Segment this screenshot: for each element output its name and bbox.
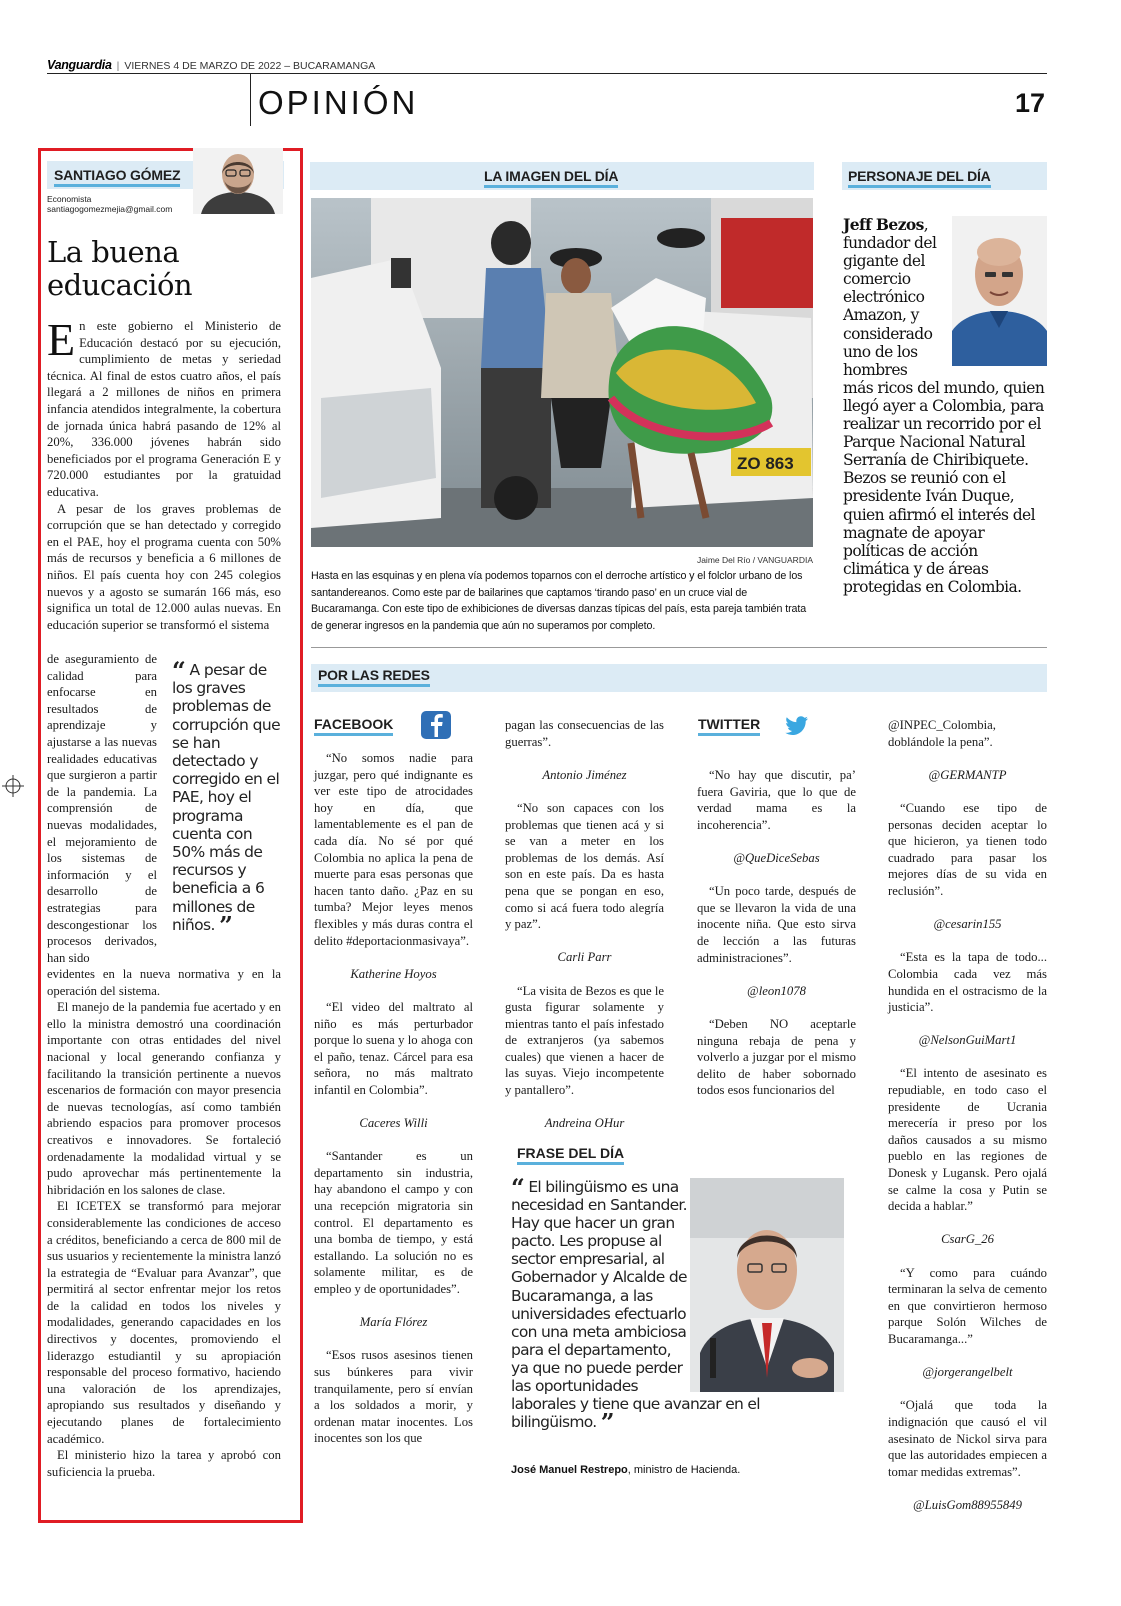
comment-text: “Un poco tarde, después de que se llevaron la vida de una inocente niña. Que esto sirva de lección a las futuras administraciones”. [697,884,856,965]
comment-text: “No hay que discutir, pa’ fuera Gaviria, que lo que de verdad mama es la incoherencia”. [697,768,856,832]
article-body-bottom: evidentes en la nueva normativa y en la operación del sistema. El manejo de la pandemia fue acertado y en ello la ministra demostró una coordinación importante con otras entidades del nivel nacional y local generando confianza y facilitando la transición pertinente a nuevos escenarios de formación con mayor presencia de nuevas tecnologías, así como también abriendo espacios para promover procesos creativos e innovadores. Se fortaleció ordenadamente la modalidad virtual y se pudo aprovechar más pertinentemente la hibridación en los salones de clase. El ICETEX se transformó para mejorar considerablemente las condiciones de acceso a créditos, beneficiando a cerca de 800 mil de sus usuarios y recientemente la ministra lanzó la estrategia de “Evaluar para Avanzar”, que permitirá al sector enfrentar mejor los retos de la calidad en todos los niveles y modalidades, generando capacidades en los directivos y docentes, promoviendo el liderazgo estudiantil y su apropiación responsable del proceso formativo, haciendo una valoración de los aprendizajes, apropiando sus resultados y diseñando y ejecutando planes de fortalecimiento académico. El ministerio hizo la tarea y aprobó con suficiencia la prueba. [47,967,281,1479]
section-divider [250,74,251,126]
article-body-top: En este gobierno el Ministerio de Educación destacó por su ejecución, cumplimiento de metas y seriedad técnica. Al final de estos cuatro años, el país llegará a 2 millones de niños en primera infancia atendidos integralmente, la cobertura de jornada única habrá pasando de 12% al 20%, 336.000 jóvenes habrán sido beneficiados por el programa Generación E y 720.000 estudiantes por la gratuidad educativa. A pesar de los graves problemas de corrupción que se han detectado y corregido en el PAE, hoy el programa cuenta con 50% más de recursos y beneficia a 6 millones de niños. El país cuenta hoy con 245 colegios nuevos y a agosto se sumarán 166 más, eso significa un total de 12.000 aulas nuevas. En educación superior se transformó el sistema [47,314,281,632]
author-name: SANTIAGO GÓMEZ [54,167,180,187]
issue-date: VIERNES 4 DE MARZO DE 2022 [124,60,282,72]
redes-column-3 [697,767,856,1115]
comment-author: María Flórez [359,1315,428,1330]
close-quote-icon: ” [219,910,233,940]
section-title: OPINIÓN [258,84,419,121]
frase-close-quote-icon: ” [600,1408,614,1438]
comment-text: “Esta es la tapa de todo... Colombia cada vez más hundida en el ostracismo de la justicia”. [888,950,1047,1015]
comment-text: “Ojalá que toda la indignación que causó el vil asesinato de Nickol sirva para que las autoridades empiecen a tomar medidas extremas”. [888,1398,1047,1479]
redes-header: POR LAS REDES [318,667,430,687]
comment-author: @NelsonGuiMart1 [918,1033,1017,1048]
comment-author: @LuisGom88955849 [913,1497,1022,1512]
issue-city: BUCARAMANGA [293,60,376,72]
comment-text: “Deben NO aceptarle ninguna rebaja de pena y volverlo a juzgar por el mismo delito de haber sobornado todos esos funcionarios del [697,1016,856,1098]
redes-column-2 [505,717,664,1148]
photo-caption: Hasta en las esquinas y en plena vía podemos toparnos con el derroche artístico y el folclor urbano de los santandereanos. Como este par de bailarines que captamos ‘tirando paso’ en un cruce vial de Bucaramanga. Con este tipo de exhibiciones de diversas danzas típicas del país, esta pareja también trata de generar ingresos en la pandemia que aún no superamos por completo. [311,570,807,632]
comment-author: Andreina OHur [544,1116,625,1131]
comment-author: Katherine Hoyos [350,966,437,981]
comment-text: “Esos rusos asesinos tienen sus búnkeres para vivir tranquilamente, pero sí envían a los soldados a morir, y ordenan matar inocentes. Los inocentes son los que [314,1348,473,1446]
comment-text: “El intento de asesinato es repudiable, en todo caso el presidente de Ucrania merecería ir preso por los daños causados a su mismo pueblo en las regiones de Donesk y Lugansk. Pero ojalá se calme la cosa y Putin se decida a hablar.” [888,1066,1047,1214]
personaje-name: Jeff Bezos [843,215,924,234]
comment-text: “No somos nadie para juzgar, pero qué indignante es ver este tipo de atrocidades hoy en día, que lamentablemente es el pan de cada día. No sé por qué Colombia no aplica la pena de muerte para esas personas que hacen tanto daño. ¿Paz en su tumba? Mejor leyes menos flexibles y más duras contra el delito #deportacionmasivaya”. [314,751,473,948]
comment-author: @GERMANTP [928,767,1007,782]
comment-text: “No son capaces con los problemas que tienen acá y si se van a meter en los problemas de los demás. Así son en este país. Da es hasta pena que se pongan en eso, como si acá fuera todo alegría y paz”. [505,800,664,932]
redes-column-1 [314,750,473,1464]
comment-author: Caceres Willi [359,1116,428,1131]
frase-open-quote-icon: “ [511,1173,525,1202]
frase-quote: “ El bilingüismo es una necesidad en Santander. Hay que hacer un gran pacto. Les propuse al sector empresarial, al Gobernador y Alcalde de Bucaramanga, a las universidades efectuarlo con una meta ambiciosa para el departamento, ya que no puede perder las oportunidades laborales y tiene que avanzar en el bilingüismo. ” [511,1173,760,1438]
comment-author: CsarG_26 [941,1232,994,1247]
page-number: 17 [1014,88,1045,118]
personaje-text: Jeff Bezos, fundador del gigante del comercio electrónico Amazon, y considerado uno de los hombres más ricos del mundo, quien llegó ayer a Colombia, para realizar un recorrido por el Parque Nacional Natural Serranía de Chiribiquete. Bezos se reunió con el presidente Iván Duque, quien afirmó el interés del magnate de apoyar políticas de acción climática y de áreas protegidas en Colombia. [843,215,1045,596]
pull-quote: “ A pesar de los graves problemas de corrupción que se han detectado y corregido en el PAE, hoy el programa cuenta con 50% más de recursos y beneficia a 6 millones de niños. ” [172,656,281,940]
comment-text: “Y como para cuándo terminaran la selva de cemento en que convirtieron hermoso parque Solón Wilches de Bucaramanga...” [888,1265,1047,1346]
license-plate: ZO 863 [737,454,794,473]
article-body-narrow: de aseguramiento de calidad para enfocarse en resultados de aprendizaje y ajustarse a las nuevas realidades educativas que surgieron a partir de la pandemia. La comprensión de nuevas modalidades, el mejoramiento de los sistemas de información y el desarrollo de estrategias para descongestionar los procesos derivados, han sido [47,652,157,965]
twitter-icon [785,716,809,736]
facebook-icon [420,710,452,740]
open-quote-icon: “ [172,656,186,685]
comment-text: “El video del maltrato al niño es más perturbador porque lo suena y lo ahoga con el paño, tenaz. Cárcel para esa señora, no más maltrato infantil en Colombia”. [314,999,473,1097]
comment-author: Antonio Jiménez [542,767,627,782]
comment-author: @cesarin155 [933,917,1002,932]
frase-author: José Manuel Restrepo, ministro de Hacienda. [511,1464,741,1476]
crop-mark-icon [2,775,24,797]
section-rule [311,647,1047,648]
comment-text: @INPEC_Colombia, doblándole la pena”. [888,718,996,749]
personaje-header: PERSONAJE DEL DÍA [848,168,991,188]
masthead: Vanguardia | VIERNES 4 DE MARZO DE 2022 – BUCARAMANGA [47,58,376,72]
brand-logo: Vanguardia [47,58,112,72]
image-of-day-photo [311,198,813,547]
frase-header: FRASE DEL DÍA [517,1145,624,1165]
comment-author: @QueDiceSebas [733,850,820,865]
drop-cap: E [47,314,76,365]
author-email: santiagogomezmejia@gmail.com [47,204,173,214]
comment-author: Carli Parr [557,950,612,965]
photo-credit: Jaime Del Río / VANGUARDIA [696,555,813,565]
redes-column-4 [888,717,1047,1530]
twitter-header: TWITTER [698,716,760,736]
comment-text: “Santander es un departamento sin industria, hay abandono el campo y con una recepción migratoria sin control. El departamento es una bomba de tiempo, y está estallando. La solución no es solamente militar, es de empleo y de oportunidades”. [314,1149,473,1296]
comment-author: @jorgerangelbelt [922,1365,1013,1380]
comment-text: “Cuando ese tipo de personas deciden aceptar lo que hicieron, ya tienen todo cuadrado para pasar los mejores días de su vida en reclusión”. [888,800,1047,898]
masthead-rule [47,73,1047,74]
image-of-day-header: LA IMAGEN DEL DÍA [484,168,618,188]
article-title: La buena educación [47,235,193,302]
facebook-header: FACEBOOK [314,716,393,736]
comment-author: @leon1078 [747,983,806,998]
author-avatar [193,148,283,214]
comment-text: pagan las consecuencias de las guerras”. [505,718,664,749]
comment-text: “La visita de Bezos es que le gusta figurar solamente y mientras tanto el país infestado de extranjeros (ya sabemos cuales) que vienen a hacer de las suyas. Viejo incompetente y pantallero”. [505,983,664,1098]
author-role: Economista santiagogomezmejia@gmail.com [47,194,173,214]
